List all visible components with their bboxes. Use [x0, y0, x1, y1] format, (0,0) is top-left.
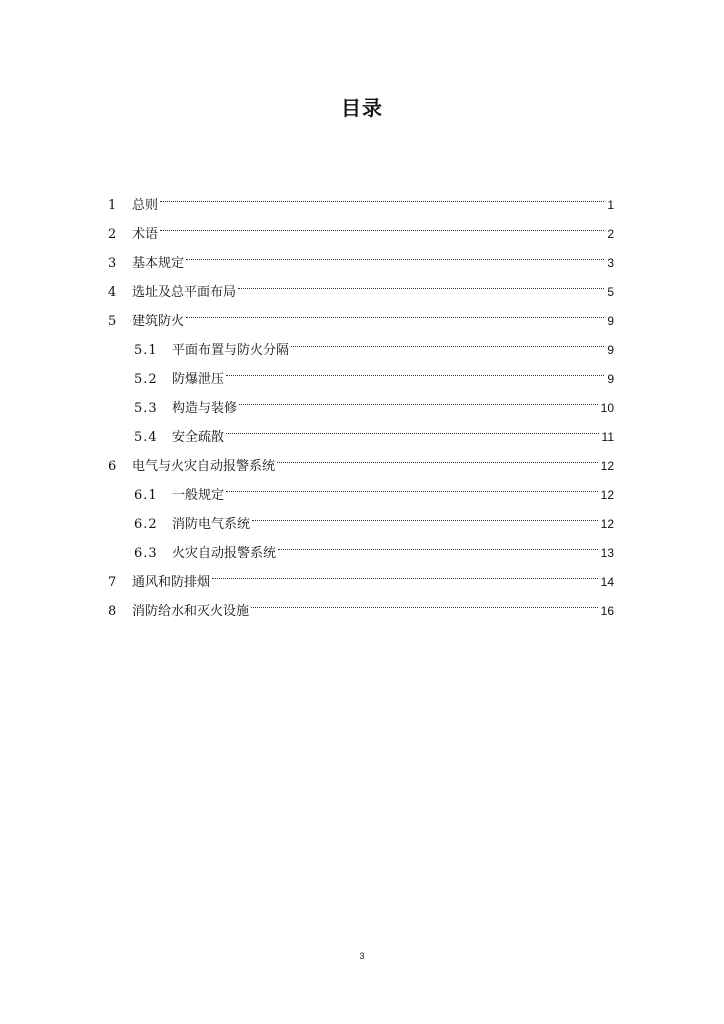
toc-entry-number: 4 — [108, 285, 117, 300]
toc-subentry[interactable] — [134, 330, 614, 358]
toc-entry-page: 5 — [607, 285, 614, 299]
toc-dot-leader — [251, 591, 598, 615]
toc-entry-number: 8 — [108, 604, 117, 619]
toc-entry-page: 9 — [607, 314, 614, 328]
toc-entry-number: 6.2 — [134, 517, 158, 532]
toc-entry[interactable] — [108, 214, 614, 242]
toc-entry-title: 平面布置与防火分隔 — [172, 343, 290, 358]
toc-entry-page: 16 — [600, 604, 614, 618]
toc-entry-title: 一般规定 — [172, 488, 225, 503]
toc-entry[interactable] — [108, 301, 614, 329]
toc-entry[interactable] — [108, 185, 614, 213]
toc-entry-page: 12 — [600, 488, 614, 502]
toc-entry[interactable] — [108, 562, 614, 590]
toc-entry-title: 消防电气系统 — [172, 517, 251, 532]
toc-entry-title: 建筑防火 — [132, 314, 185, 329]
toc-entry-page: 2 — [607, 227, 614, 241]
toc-entry-title: 防爆泄压 — [172, 372, 225, 387]
toc-entry-page: 14 — [600, 575, 614, 589]
toc-entry-number: 7 — [108, 575, 117, 590]
toc-entry-number: 6.1 — [134, 488, 158, 503]
toc-subentry[interactable] — [134, 359, 614, 387]
toc-dot-leader — [226, 359, 604, 383]
toc-dot-leader — [238, 272, 604, 296]
toc-entry[interactable] — [108, 446, 614, 474]
toc-dot-leader — [277, 446, 598, 470]
toc-entry-number: 3 — [108, 256, 117, 271]
toc-subentry[interactable] — [134, 533, 614, 561]
page-number: 3 — [359, 951, 365, 961]
toc-entry-number: 5 — [108, 314, 117, 329]
toc-entry-page: 10 — [600, 401, 614, 415]
toc-entry-page: 12 — [600, 459, 614, 473]
toc-entry[interactable] — [108, 243, 614, 271]
toc-subentry[interactable] — [134, 475, 614, 503]
toc-entry-title: 构造与装修 — [172, 401, 238, 416]
toc-entry-page: 3 — [607, 256, 614, 270]
toc-entry-number: 5.2 — [134, 372, 158, 387]
toc-subentry[interactable] — [134, 417, 614, 445]
toc-entry-number: 6.3 — [134, 546, 158, 561]
toc-dot-leader — [278, 533, 598, 557]
toc-entry-number: 6 — [108, 459, 117, 474]
toc-subentry[interactable] — [134, 504, 614, 532]
toc-entry-page: 1 — [607, 198, 614, 212]
toc-dot-leader — [212, 562, 598, 586]
toc-entry-number: 1 — [108, 198, 117, 213]
toc-entry-number: 5.4 — [134, 430, 158, 445]
toc-dot-leader — [186, 243, 604, 267]
toc-dot-leader — [160, 185, 604, 209]
toc-entry[interactable] — [108, 591, 614, 619]
toc-dot-leader — [291, 330, 604, 354]
toc-entry-number: 2 — [108, 227, 117, 242]
toc-entry-title: 火灾自动报警系统 — [172, 546, 277, 561]
toc-entry-title: 消防给水和灭火设施 — [132, 604, 250, 619]
toc-entry-number: 5.1 — [134, 343, 158, 358]
toc-entry[interactable] — [108, 272, 614, 300]
toc-entry-title: 基本规定 — [132, 256, 185, 271]
toc-dot-leader — [226, 417, 599, 441]
toc-entry-page: 9 — [607, 372, 614, 386]
toc-entry-page: 12 — [600, 517, 614, 531]
toc-entry-title: 选址及总平面布局 — [132, 285, 237, 300]
toc-entry-page: 13 — [600, 546, 614, 560]
toc-dot-leader — [186, 301, 604, 325]
toc-dot-leader — [252, 504, 598, 528]
toc-dot-leader — [160, 214, 604, 238]
toc-entry-title: 术语 — [132, 227, 159, 242]
toc-entry-page: 11 — [601, 430, 614, 444]
toc-entry-title: 通风和防排烟 — [132, 575, 211, 590]
toc-dot-leader — [239, 388, 598, 412]
toc-entry-title: 总则 — [132, 198, 159, 213]
toc-entry-title: 电气与火灾自动报警系统 — [132, 459, 276, 474]
page-title: 目录 — [341, 96, 383, 120]
toc-entry-title: 安全疏散 — [172, 430, 225, 445]
toc-entry-page: 9 — [607, 343, 614, 357]
toc-entry-number: 5.3 — [134, 401, 158, 416]
toc-dot-leader — [226, 475, 598, 499]
toc-subentry[interactable] — [134, 388, 614, 416]
